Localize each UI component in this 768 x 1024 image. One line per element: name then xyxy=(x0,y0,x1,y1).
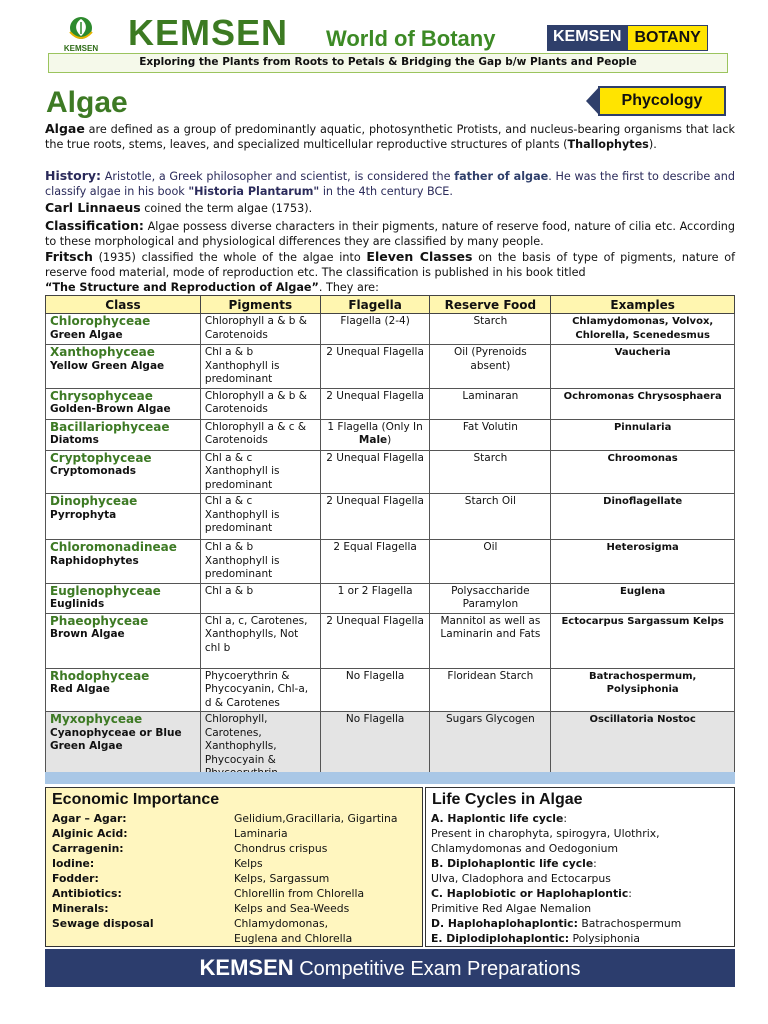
list-item: C. Haplobiotic or Haplohaplontic: xyxy=(431,887,632,900)
table-row xyxy=(46,668,735,712)
page-title: Algae xyxy=(46,86,128,119)
cell-pigments: Chl a & b Xanthophyll is predominant xyxy=(200,345,320,389)
phycology-tag xyxy=(586,86,728,116)
cell-examples: Euglena xyxy=(551,583,735,613)
header-reserve-food: Reserve Food xyxy=(430,296,551,314)
badge-botany: BOTANY xyxy=(627,25,707,51)
list-item: Fodder: Kelps, Sargassum xyxy=(52,872,330,885)
list-item: Ulva, Cladophora and Ectocarpus xyxy=(431,872,611,885)
tagline: Exploring the Plants from Roots to Petals & Bridging the Gap b/w Plants and People xyxy=(48,53,728,73)
list-item: Alginic Acid: Laminaria xyxy=(52,827,288,840)
footer-banner xyxy=(45,949,735,987)
cell-reserve-food: Laminaran xyxy=(430,388,551,419)
divider-band xyxy=(45,772,735,784)
cell-flagella: 2 Equal Flagella xyxy=(320,540,430,584)
badge-kemsen: KEMSEN xyxy=(547,25,627,51)
cell-class: Chlorophyceae Green Algae xyxy=(46,314,201,345)
cell-flagella: 2 Unequal Flagella xyxy=(320,388,430,419)
list-item: D. Haplohaplohaplontic: Batrachospermum xyxy=(431,917,682,930)
list-item: Primitive Red Algae Nemalion xyxy=(431,902,592,915)
cell-reserve-food: Oil (Pyrenoids absent) xyxy=(430,345,551,389)
list-item: Euglena and Chlorella xyxy=(234,932,353,945)
cell-pigments: Chl a & b xyxy=(200,583,320,613)
cell-flagella: 2 Unequal Flagella xyxy=(320,494,430,540)
cell-flagella: No Flagella xyxy=(320,668,430,712)
classification-paragraph: Classification: Algae possess diverse characters in their pigments, nature of reserve food, nature of cilia etc. According to these morphological and physiological differences they are classified by many people. xyxy=(45,218,735,248)
list-item: Chlamydomonas and Oedogonium xyxy=(431,842,619,855)
header-class: Class xyxy=(46,296,201,314)
cell-pigments: Chlorophyll a & b & Carotenoids xyxy=(200,314,320,345)
list-item: A. Haplontic life cycle: xyxy=(431,812,567,825)
cell-flagella: Flagella (2-4) xyxy=(320,314,430,345)
economic-importance-title: Economic Importance xyxy=(52,791,220,808)
list-item: Agar – Agar: Gelidium,Gracillaria, Gigartina xyxy=(52,812,398,825)
linnaeus-paragraph: Carl Linnaeus coined the term algae (1753). xyxy=(45,200,313,215)
phycology-label: Phycology xyxy=(598,86,726,116)
table-row xyxy=(46,314,735,345)
algae-classes-table xyxy=(45,295,735,783)
cell-examples: Dinoflagellate xyxy=(551,494,735,540)
list-item: Minerals: Kelps and Sea-Weeds xyxy=(52,902,350,915)
cell-flagella: No Flagella xyxy=(320,712,430,783)
cell-pigments: Chlorophyll, Carotenes, Xanthophylls, Phycocyain & xyxy=(200,712,320,783)
table-row xyxy=(46,583,735,613)
cell-pigments: Chlorophyll a & b & Carotenoids xyxy=(200,388,320,419)
svg-text:KEMSEN: KEMSEN xyxy=(63,44,99,53)
definition-paragraph: Algae are defined as a group of predominantly aquatic, photosynthetic Protists, and nucleus-bearing organisms that lack the true roots, stems, leaves, and specialized multicellular reproductive structures of plants (Thallophytes). xyxy=(45,121,735,151)
cell-class: Chrysophyceae Golden-Brown Algae xyxy=(46,388,201,419)
header-flagella: Flagella xyxy=(320,296,430,314)
life-cycles-box xyxy=(425,787,735,947)
cell-flagella: 2 Unequal Flagella xyxy=(320,450,430,494)
cell-flagella: 1 Flagella (Only In Male) xyxy=(320,419,430,450)
cell-pigments: Chl a, c, Carotenes, Xanthophylls, Not chl b xyxy=(200,613,320,668)
list-item: Sewage disposal Chlamydomonas, xyxy=(52,917,329,930)
cell-pigments: Phycoerythrin & Phycocyanin, Chl-a, d & Carotenes xyxy=(200,668,320,712)
cell-reserve-food: Fat Volutin xyxy=(430,419,551,450)
cell-pigments: Chlorophyll a & c & Carotenoids xyxy=(200,419,320,450)
cell-class: Chloromonadineae Raphidophytes xyxy=(46,540,201,584)
cell-pigments: Chl a & c Xanthophyll is predominant xyxy=(200,494,320,540)
cell-reserve-food: Starch xyxy=(430,314,551,345)
list-item: Iodine: Kelps xyxy=(52,857,263,870)
table-row xyxy=(46,450,735,494)
cell-reserve-food: Starch Oil xyxy=(430,494,551,540)
cell-class: Euglenophyceae Euglinids xyxy=(46,583,201,613)
cell-reserve-food: Sugars Glycogen xyxy=(430,712,551,783)
cell-class: Myxophyceae Cyanophyceae or Blue Green Algae xyxy=(46,712,201,783)
cell-reserve-food: Starch xyxy=(430,450,551,494)
list-item: B. Diplohaplontic life cycle: xyxy=(431,857,597,870)
history-paragraph: History: Aristotle, a Greek philosopher and scientist, is considered the father of algae. He was the first to describe and classify algae in his book "Historia Plantarum" in the 4th century BCE. xyxy=(45,168,735,198)
list-item: E. Diplodiplohaplontic: Polysiphonia xyxy=(431,932,641,945)
kemsen-logo xyxy=(58,14,104,54)
cell-reserve-food: Floridean Starch xyxy=(430,668,551,712)
cell-examples: Batrachospermum, Polysiphonia xyxy=(551,668,735,712)
cell-reserve-food: Polysaccharide Paramylon xyxy=(430,583,551,613)
cell-examples: Vaucheria xyxy=(551,345,735,389)
cell-class: Dinophyceae Pyrrophyta xyxy=(46,494,201,540)
header-examples: Examples xyxy=(551,296,735,314)
cell-examples: Ochromonas Chrysosphaera xyxy=(551,388,735,419)
cell-pigments: Chl a & c Xanthophyll is predominant xyxy=(200,450,320,494)
cell-examples: Ectocarpus Sargassum Kelps xyxy=(551,613,735,668)
cell-flagella: 1 or 2 Flagella xyxy=(320,583,430,613)
cell-examples: Oscillatoria Nostoc xyxy=(551,712,735,783)
cell-examples: Chroomonas xyxy=(551,450,735,494)
list-item: Antibiotics: Chlorellin from Chlorella xyxy=(52,887,365,900)
cell-examples: Chlamydomonas, Volvox, Chlorella, Scenedesmus xyxy=(551,314,735,345)
cell-class: Phaeophyceae Brown Algae xyxy=(46,613,201,668)
list-item: Carragenin: Chondrus crispus xyxy=(52,842,328,855)
kemsen-botany-badge xyxy=(547,25,708,51)
cell-class: Xanthophyceae Yellow Green Algae xyxy=(46,345,201,389)
fritsch-paragraph: Fritsch (1935) classified the whole of the algae into Eleven Classes on the basis of type of pigments, nature of reserve food material, mode of reproduction etc. The classification is published in his book titled “The Structure and Reproduction of Algae”. They are: xyxy=(45,249,736,294)
cell-pigments: Chl a & b Xanthophyll is predominant xyxy=(200,540,320,584)
economic-importance-box xyxy=(45,787,423,947)
brand-title: KEMSEN xyxy=(128,12,289,53)
cell-reserve-food: Mannitol as well as Laminarin and Fats xyxy=(430,613,551,668)
footer-text: Competitive Exam Preparations xyxy=(293,958,581,980)
cell-flagella: 2 Unequal Flagella xyxy=(320,345,430,389)
cell-reserve-food: Oil xyxy=(430,540,551,584)
header-pigments: Pigments xyxy=(200,296,320,314)
life-cycles-title: Life Cycles in Algae xyxy=(432,791,583,808)
table-row xyxy=(46,494,735,540)
table-row xyxy=(46,613,735,668)
table-row xyxy=(46,388,735,419)
cell-examples: Heterosigma xyxy=(551,540,735,584)
cell-class: Rhodophyceae Red Algae xyxy=(46,668,201,712)
cell-flagella: 2 Unequal Flagella xyxy=(320,613,430,668)
cell-examples: Pinnularia xyxy=(551,419,735,450)
table-row xyxy=(46,345,735,389)
table-row xyxy=(46,419,735,450)
cell-class: Cryptophyceae Cryptomonads xyxy=(46,450,201,494)
footer-brand: KEMSEN xyxy=(199,955,294,980)
brand-subtitle: World of Botany xyxy=(326,26,496,51)
table-header-row xyxy=(46,296,735,314)
table-row xyxy=(46,540,735,584)
list-item: Present in charophyta, spirogyra, Ulothrix, xyxy=(431,827,660,840)
cell-class: Bacillariophyceae Diatoms xyxy=(46,419,201,450)
